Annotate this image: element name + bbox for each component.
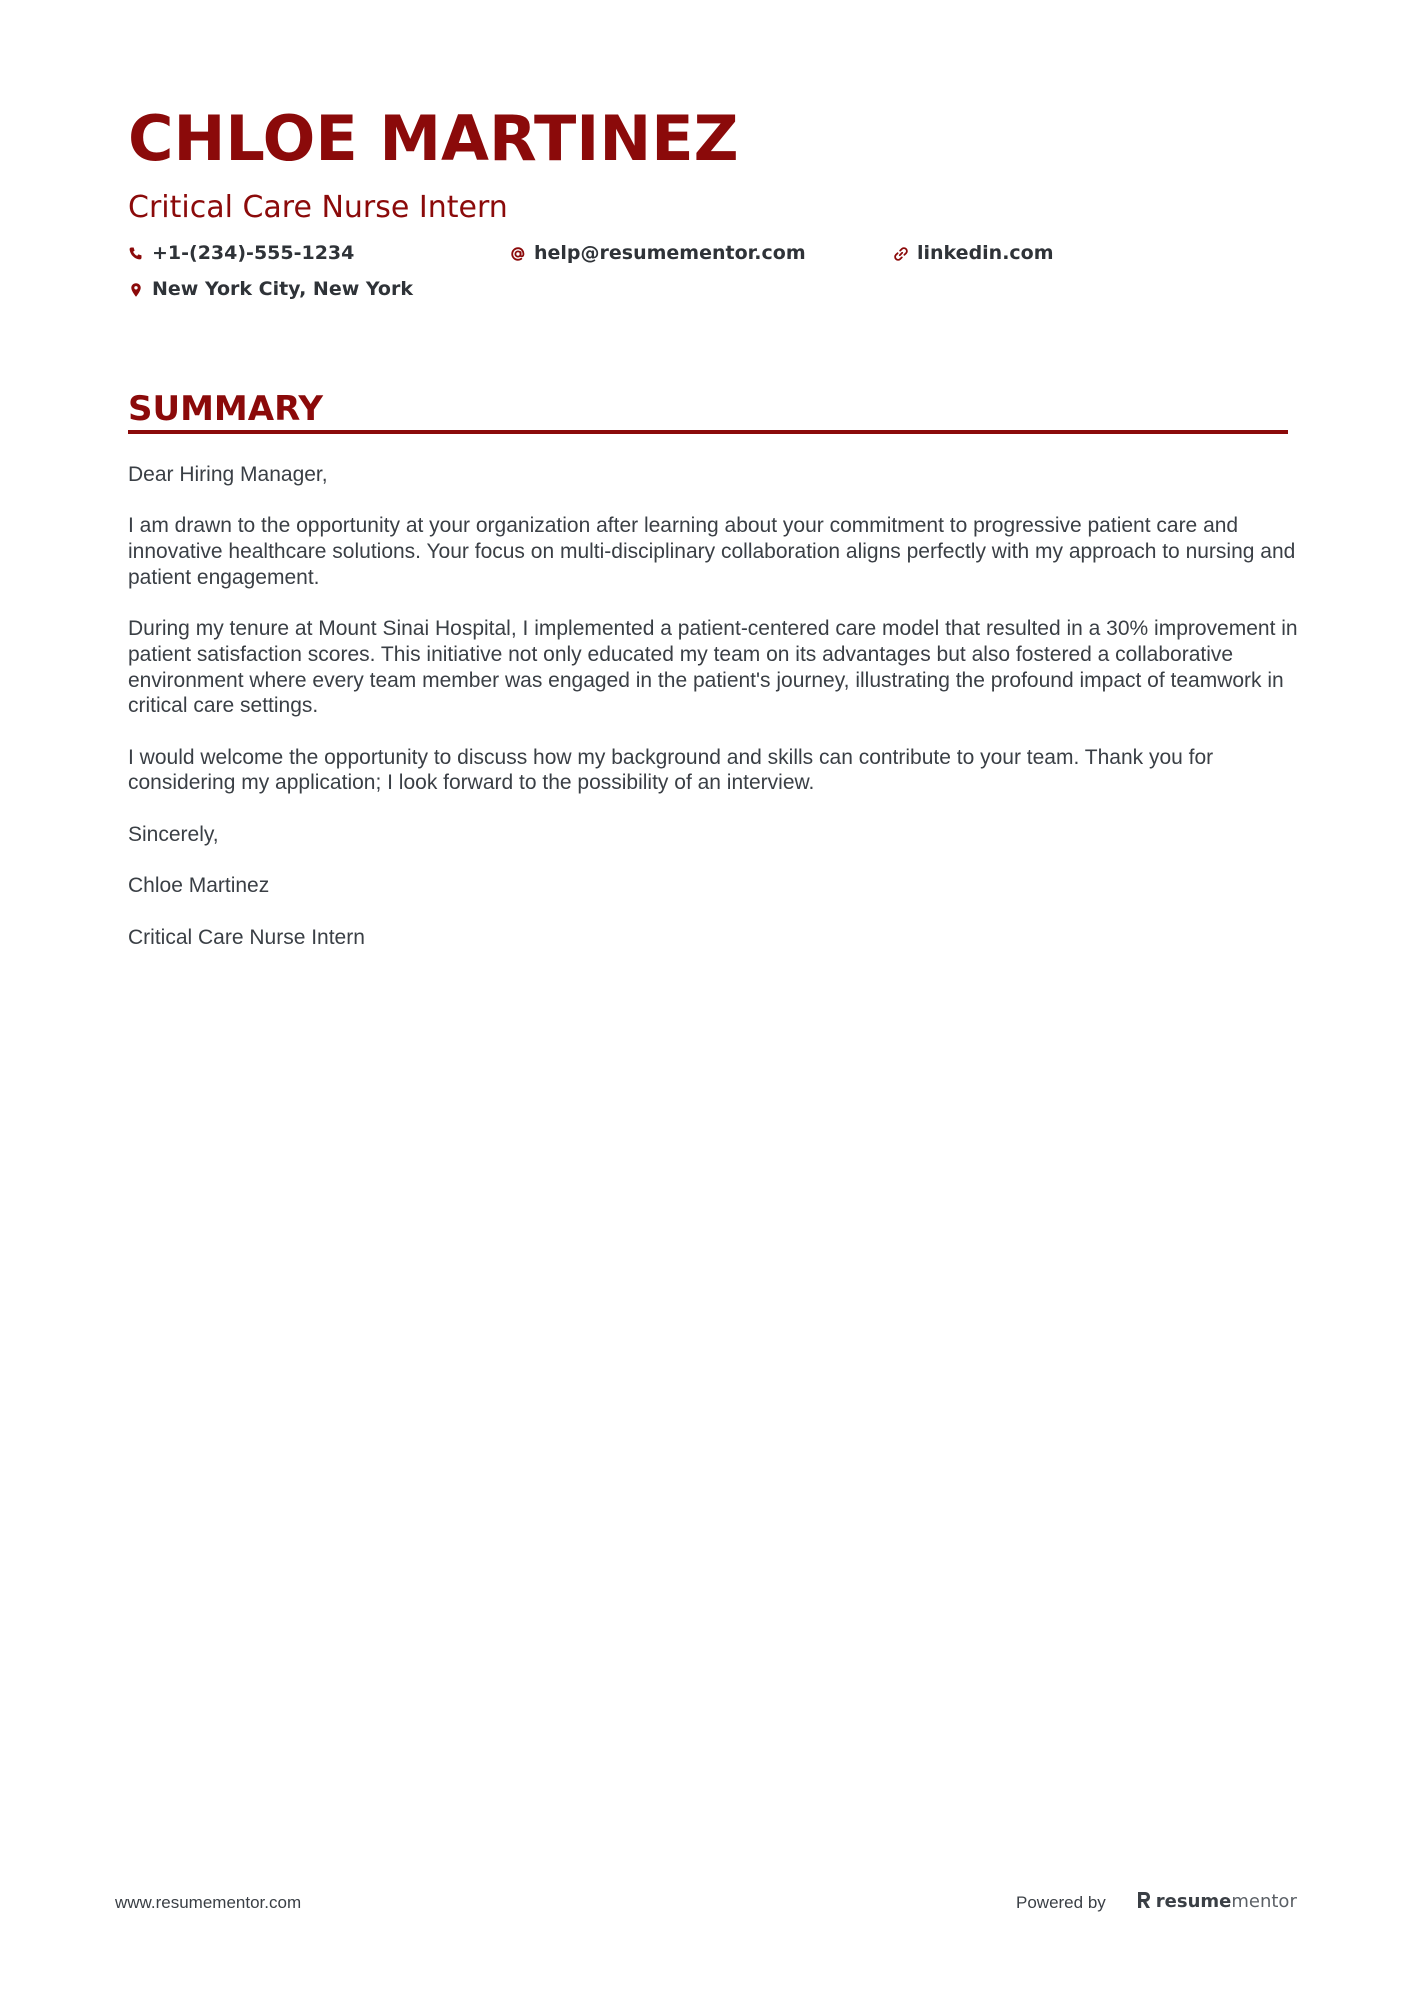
letter-greeting: Dear Hiring Manager, — [128, 463, 328, 486]
footer-website[interactable]: www.resumementor.com — [115, 1893, 302, 1912]
brand-logo[interactable] — [1136, 1890, 1297, 1914]
candidate-title: Critical Care Nurse Intern — [128, 190, 508, 225]
letter-paragraph: During my tenure at Mount Sinai Hospital, I implemented a patient-centered care model that resulted in a 30% improvement in patient satisfaction scores. This initiative not only educated my team on its advantages but also fostered a collaborative environment where every team member was engaged in the patient's journey, illustrating the profound impact of teamwork in critical care settings. — [128, 617, 1298, 718]
location-text: New York City, New York — [152, 278, 413, 300]
letter-paragraph: I am drawn to the opportunity at your organization after learning about your commitment to progressive patient care and innovative healthcare solutions. Your focus on multi-disciplinary collaboration aligns perfectly with my approach to nursing and patient engagement. — [128, 514, 1296, 589]
letter-paragraph: I would welcome the opportunity to discuss how my background and skills can contribute to your team. Thank you for considering my application; I look forward to the possibility of an interview. — [128, 745, 1214, 795]
email-text[interactable]: help@resumementor.com — [534, 242, 806, 264]
summary-heading: SUMMARY — [128, 389, 324, 429]
section-divider — [128, 430, 1288, 434]
letter-signature-title: Critical Care Nurse Intern — [128, 925, 365, 949]
footer-powered-by — [1016, 1890, 1297, 1914]
link-icon — [893, 246, 909, 262]
resumementor-logo-icon — [1136, 1890, 1152, 1914]
letter-signature-name: Chloe Martinez — [128, 874, 270, 898]
brand-name-part2: mentor — [1231, 1891, 1297, 1912]
brand-name-part1: resume — [1155, 1891, 1232, 1912]
contact-location — [128, 280, 413, 299]
contact-email — [510, 244, 806, 263]
phone-text: +1-(234)-555-1234 — [152, 242, 355, 264]
linkedin-text[interactable]: linkedin.com — [917, 242, 1054, 264]
map-pin-icon — [128, 282, 144, 298]
letter-closing: Sincerely, — [128, 822, 219, 846]
powered-by-text: Powered by — [1016, 1892, 1106, 1912]
contact-phone — [128, 244, 354, 263]
letter-body — [128, 462, 1303, 976]
contact-linkedin — [893, 244, 1054, 263]
candidate-name: CHLOE MARTINEZ — [128, 102, 739, 175]
phone-icon — [128, 246, 144, 262]
at-icon — [510, 246, 526, 262]
